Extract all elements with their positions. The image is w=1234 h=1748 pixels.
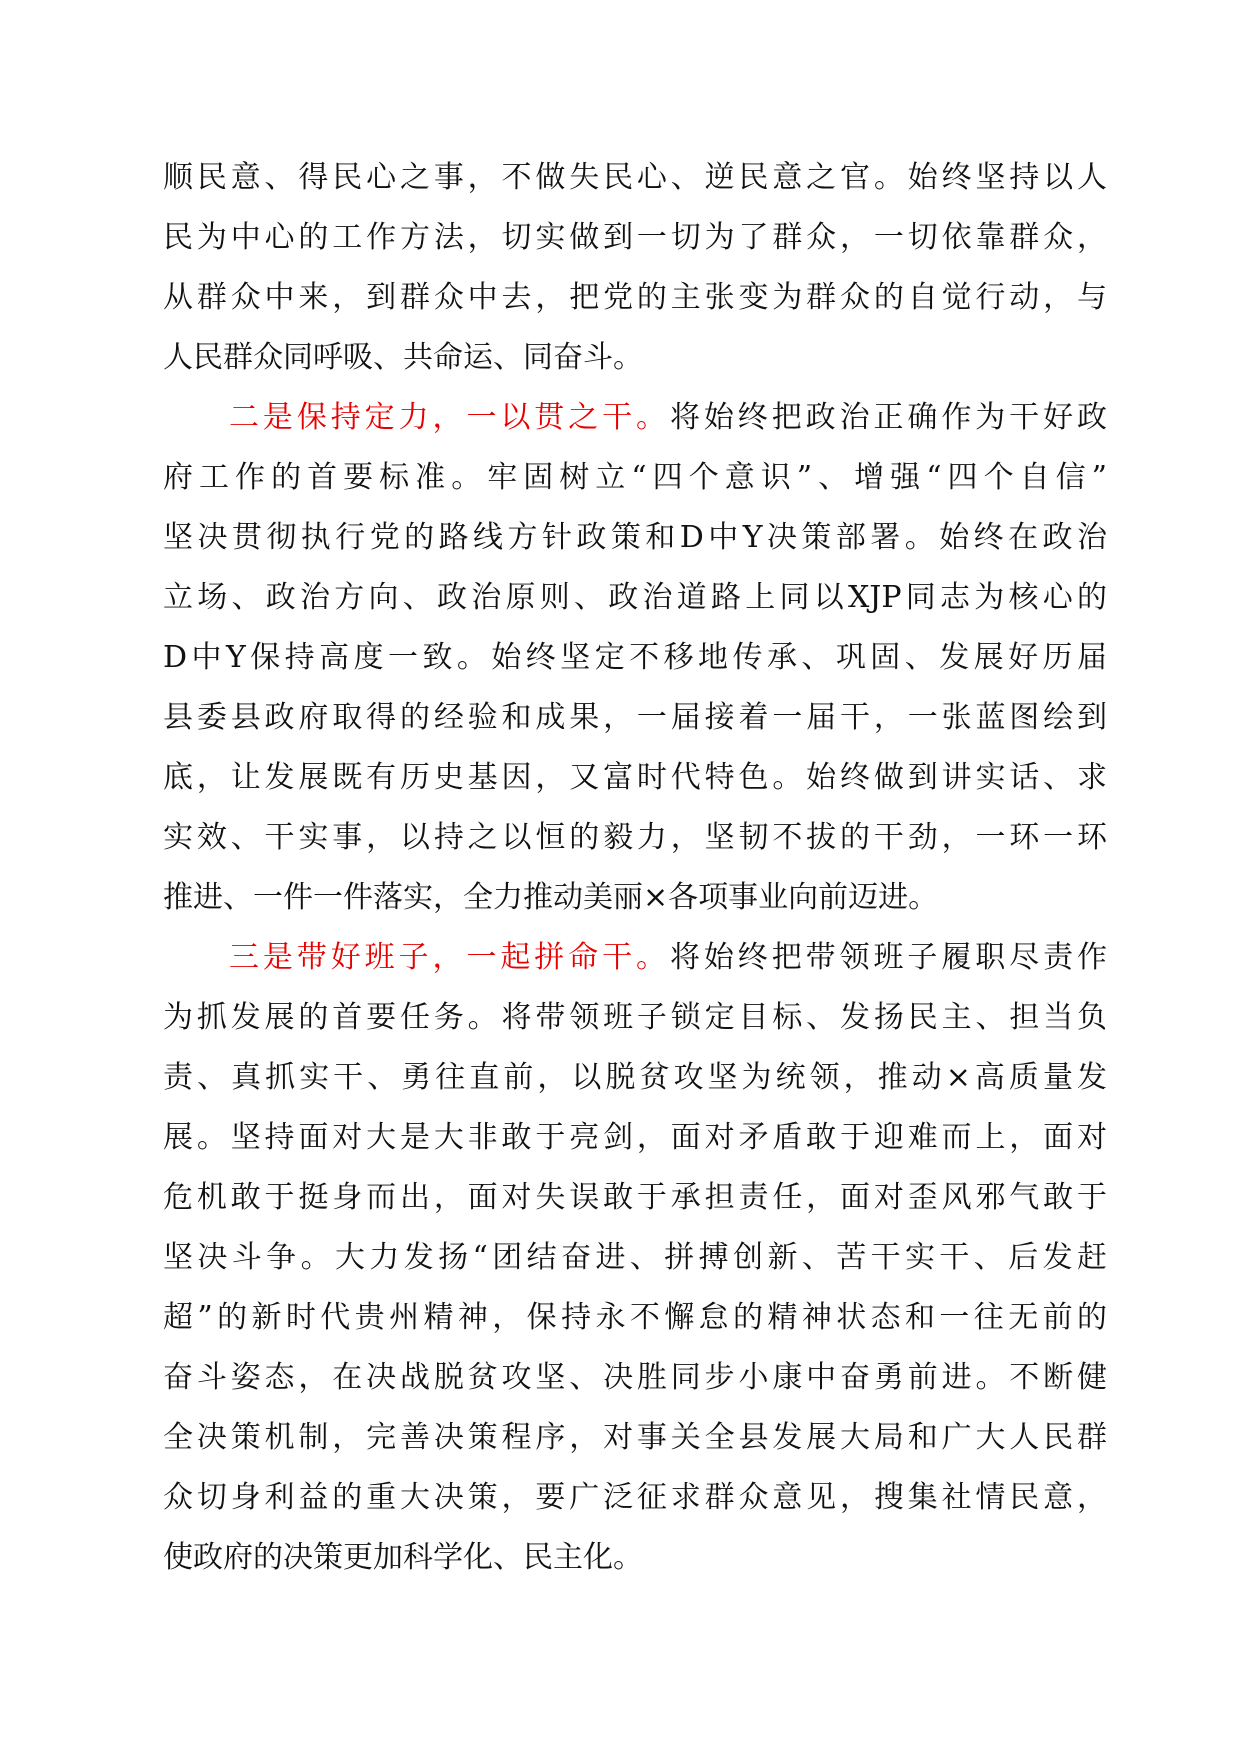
paragraph-3-line-9: 全决策机制，完善决策程序，对事关全县发展大局和广大人民群	[163, 1420, 1107, 1455]
paragraph-3-line-1	[163, 928, 1107, 988]
paragraph-2-line-9: 推进、一件一件落实，全力推动美丽×各项事业向前迈进。	[163, 880, 939, 915]
paragraph-3-line-4: 展。坚持面对大是大非敢于亮剑，面对矛盾敢于迎难而上，面对	[163, 1120, 1107, 1155]
paragraph-2-line-6: 县委县政府取得的经验和成果，一届接着一届干，一张蓝图绘到	[163, 700, 1107, 735]
document-body	[163, 148, 1107, 1588]
paragraph-3-first-line-text: 将始终把带领班子履职尽责作	[669, 940, 1108, 975]
paragraph-3-line-5: 危机敢于挺身而出，面对失误敢于承担责任，面对歪风邪气敢于	[163, 1180, 1107, 1215]
paragraph-2-heading: 二是保持定力，一以贯之干。	[229, 400, 670, 435]
paragraph-2-line-7: 底，让发展既有历史基因，又富时代特色。始终做到讲实话、求	[163, 760, 1107, 795]
paragraph-2-line-8: 实效、干实事，以持之以恒的毅力，坚韧不拔的干劲，一环一环	[163, 820, 1107, 855]
paragraph-1-line-4: 人民群众同呼吸、共命运、同奋斗。	[163, 340, 643, 375]
paragraph-3-line-10: 众切身利益的重大决策，要广泛征求群众意见，搜集社情民意，	[163, 1480, 1107, 1515]
paragraph-3-line-2: 为抓发展的首要任务。将带领班子锁定目标、发扬民主、担当负	[163, 1000, 1107, 1035]
paragraph-2-line-2: 府工作的首要标准。牢固树立“四个意识”、增强“四个自信”	[163, 460, 1107, 495]
paragraph-2-first-line-text: 将始终把政治正确作为干好政	[669, 400, 1108, 435]
paragraph-3-line-7: 超”的新时代贵州精神，保持永不懈怠的精神状态和一往无前的	[163, 1300, 1107, 1335]
paragraph-2-line-3: 坚决贯彻执行党的路线方针政策和D中Y决策部署。始终在政治	[163, 520, 1107, 555]
paragraph-3-line-11: 使政府的决策更加科学化、民主化。	[163, 1540, 643, 1575]
paragraph-3-line-3: 责、真抓实干、勇往直前，以脱贫攻坚为统领，推动×高质量发	[163, 1060, 1107, 1095]
paragraph-3-line-6: 坚决斗争。大力发扬“团结奋进、拼搏创新、苦干实干、后发赶	[163, 1240, 1107, 1275]
paragraph-3-line-8: 奋斗姿态，在决战脱贫攻坚、决胜同步小康中奋勇前进。不断健	[163, 1360, 1107, 1395]
paragraph-2-line-4: 立场、政治方向、政治原则、政治道路上同以XJP同志为核心的	[163, 580, 1107, 615]
paragraph-1-line-1: 顺民意、得民心之事，不做失民心、逆民意之官。始终坚持以人	[163, 160, 1107, 195]
paragraph-1-line-2: 民为中心的工作方法，切实做到一切为了群众，一切依靠群众，	[163, 220, 1107, 255]
paragraph-2-line-1	[163, 388, 1107, 448]
paragraph-1-line-3: 从群众中来，到群众中去，把党的主张变为群众的自觉行动，与	[163, 280, 1107, 315]
paragraph-2-line-5: D中Y保持高度一致。始终坚定不移地传承、巩固、发展好历届	[163, 640, 1107, 675]
paragraph-3-heading: 三是带好班子，一起拼命干。	[229, 940, 670, 975]
